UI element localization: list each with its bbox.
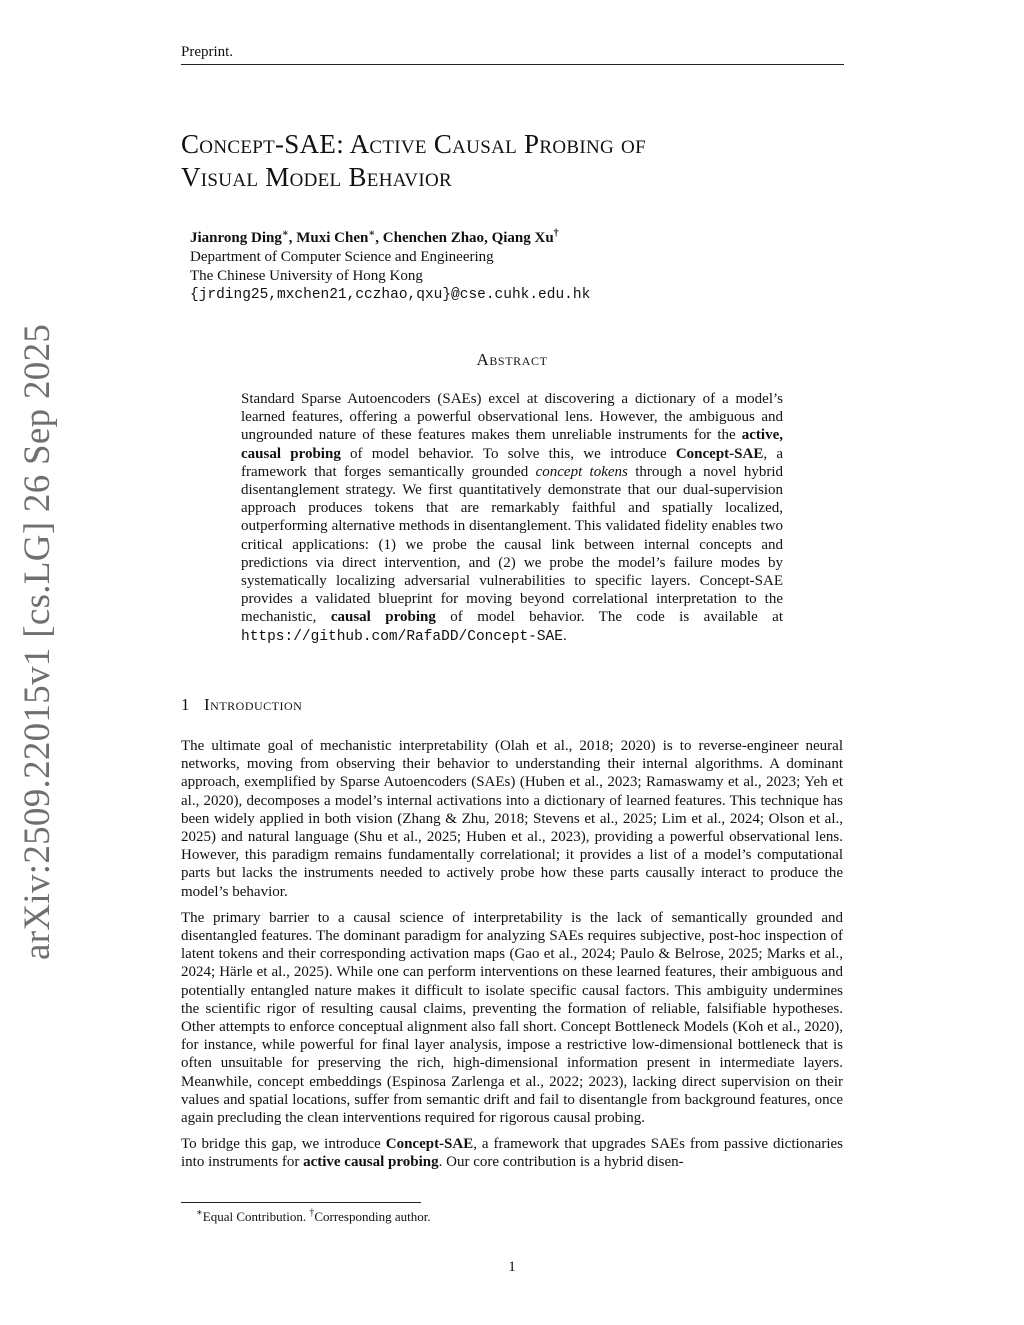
abstract-heading: Abstract [476,350,548,369]
author-emails: {jrding25,mxchen21,cczhao,qxu}@cse.cuhk.edu.hk [190,287,591,303]
abstract-text: of model behavior. To solve this, we introduce [340,445,676,462]
abstract-text: through a novel hybrid disentanglement strategy. We first quantitatively demonstrate that our dual-supervision approach produces tokens that are remarkably faithful and spatially localized, outperforming alternative methods in disentanglement. This validated fidelity enables two critical applications: (1) we probe the causal link between internal concepts and predictions via direct intervention, and (2) we probe the model’s failure modes by systematically localizing adversarial vulnerabilities to specific layers. Concept-SAE provides a validated blueprint for moving beyond correlational interpretation to the mechanistic, [241,463,783,626]
code-link[interactable]: https://github.com/RafaDD/Concept-SAE [241,628,563,645]
abstract-text: . [562,627,567,644]
intro-bold: Concept-SAE [385,1136,474,1153]
abstract-bold: causal probing [330,609,436,626]
author-names: Jianrong Ding∗, Muxi Chen∗, Chenchen Zhao, Qiang Xu† [190,228,559,246]
section-number: 1 [181,695,190,714]
abstract-text: , a framework that forges semantically grounded [241,445,783,480]
intro-paragraph-1: The ultimate goal of mechanistic interpretability (Olah et al., 2018; 2020) is to reverse-engineer neural networks, moving from observing their behavior to understanding their internal algorithms. A dominant approach, exemplified by Sparse Autoencoders (SAEs) (Huben et al., 2023; Ramaswamy et al., 2023; Yeh et al., 2020), decomposes a model’s internal activations into a dictionary of learned features. This technique has been widely applied in both vision (Zhang & Zhu, 2018; Stevens et al., 2025; Lim et al., 2024; Olson et al., 2025) and natural language (Shu et al., 2025; Huben et al., 2023), providing a powerful observational lens. However, this paradigm remains fundamentally correlational; it provides a list of a model’s computational parts but lacks the instruments needed to actively probe how these parts causally interact to produce the model’s behavior. [181,738,843,900]
intro-paragraph-2: The primary barrier to a causal science of interpretability is the lack of semantically grounded and disentangled features. The dominant paradigm for analyzing SAEs requires subjective, post-hoc inspection of latent tokens and their corresponding activation maps (Gao et al., 2024; Paulo & Belrose, 2025; Marks et al., 2024; Härle et al., 2025). While one can perform interventions on these learned features, their ambiguous and potentially entangled nature makes it difficult to isolate specific causal factors. This ambiguity undermines the scientific rigor of resulting causal claims, preventing the formation of reliable, falsifiable hypotheses. Other attempts to enforce conceptual alignment also fall short. Concept Bottleneck Models (Koh et al., 2020), for instance, while powerful for final layer analysis, impose a restrictive low-dimensional bottleneck that is often unsuitable for preserving the rich, high-dimensional information present in intermediate layers. Meanwhile, concept embeddings (Espinosa Zarlenga et al., 2022; 2023), lacking direct supervision on their values and spatial locations, suffer from semantic drift and fail to disentangle from background features, once again precluding the clean interventions required for rigorous causal probing. [181,909,843,1127]
footnote-rule [181,1202,421,1203]
footnote-text: Equal Contribution. [202,1209,310,1224]
abstract-italic: concept tokens [535,463,628,480]
author-mark: ∗ [281,228,289,239]
author-name: Muxi Chen [296,230,369,246]
footnote [196,1209,431,1225]
page-number: 1 [508,1259,516,1275]
running-head: Preprint. [181,44,234,60]
author-name: Jianrong Ding [190,230,282,246]
author-block [190,229,590,305]
footnote-text: Corresponding author. [314,1209,431,1224]
title-line-2: Visual Model Behavior [181,162,452,192]
author-university: The Chinese University of Hong Kong [190,268,423,284]
author-mark: ∗ [368,228,376,239]
abstract-body [241,390,783,646]
author-department: Department of Computer Science and Engineering [190,249,494,265]
abstract-bold: active, causal probing [241,427,783,462]
section-title: Introduction [204,695,303,714]
header-rule [181,64,844,65]
footnote-mark: ∗ [196,1207,203,1219]
intro-text: To bridge this gap, we introduce [181,1136,386,1153]
abstract-bold: Concept-SAE [675,445,764,462]
intro-body [181,737,843,1180]
author-name: Qiang Xu [491,230,554,246]
arxiv-identifier: arXiv:2509.22015v1 [cs.LG] 26 Sep 2025 [17,323,58,960]
intro-text: . Our core contribution is a hybrid disen- [438,1154,684,1171]
abstract-text: of model behavior. The code is available at [435,609,783,626]
intro-text: , a framework that upgrades SAEs from passive dictionaries into instruments for [181,1136,843,1171]
intro-bold: active causal probing [303,1154,439,1171]
footnote-mark: † [309,1207,315,1219]
author-mark: † [553,228,559,239]
title-line-1: Concept-SAE: Active Causal Probing of [181,129,646,159]
section-heading [181,695,302,715]
intro-paragraph-3 [181,1135,843,1171]
abstract-text: Standard Sparse Autoencoders (SAEs) excel at discovering a dictionary of a model’s learned features, offering a powerful observational lens. However, the ambiguous and ungrounded nature of these features makes them unreliable instruments for the [241,391,783,444]
author-name: Chenchen Zhao [382,230,485,246]
paper-title [181,128,646,194]
